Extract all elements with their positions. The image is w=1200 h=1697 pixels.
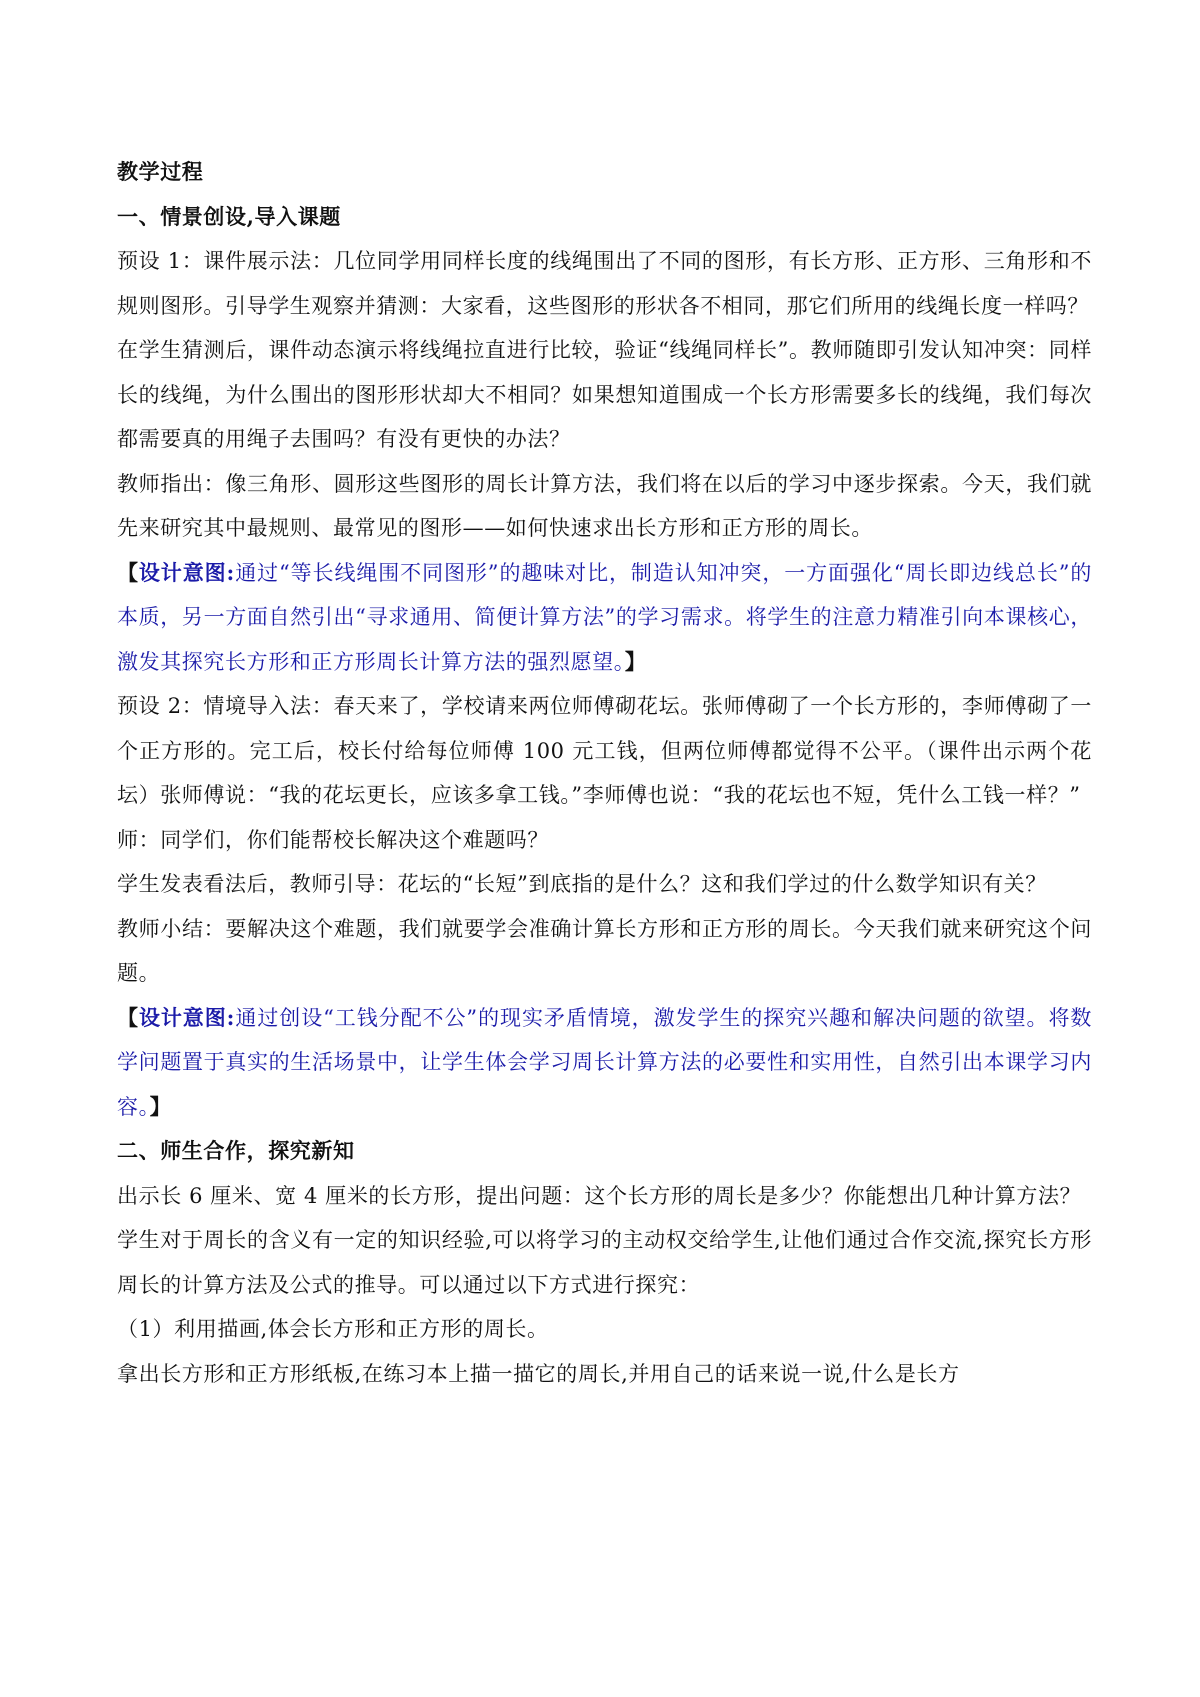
section2-paragraph-2: 学生对于周长的含义有一定的知识经验,可以将学习的主动权交给学生,让他们通过合作交流,探究长方形周长的计算方法及公式的推导。可以通过以下方式进行探究： bbox=[117, 1228, 1092, 1297]
section1-paragraph-5: 师：同学们，你们能帮校长解决这个难题吗？ bbox=[117, 827, 549, 852]
design-intent-1-label: 设计意图: bbox=[138, 559, 235, 585]
design-intent-1-close: 】 bbox=[624, 648, 647, 674]
design-intent-2 bbox=[117, 996, 1092, 1130]
section2-heading: 二、师生合作，探究新知 bbox=[117, 1138, 355, 1163]
document-page bbox=[117, 150, 1092, 1396]
section1-heading: 一、情景创设,导入课题 bbox=[117, 203, 341, 229]
section2-paragraph-1: 出示长 6 厘米、宽 4 厘米的长方形，提出问题：这个长方形的周长是多少？你能想出几种计算方法？ bbox=[117, 1183, 1082, 1208]
design-intent-1-text: 通过“等长线绳围不同图形”的趣味对比，制造认知冲突，一方面强化“周长即边线总长”的本质，另一方面自然引出“寻求通用、简便计算方法”的学习需求。将学生的注意力精准引向本课核心，激发其探究长方形和正方形周长计算方法的强烈愿望。 bbox=[117, 560, 1092, 674]
section1-paragraph-4: 预设 2：情境导入法：春天来了，学校请来两位师傅砌花坛。张师傅砌了一个长方形的，李师傅砌了一个正方形的。完工后，校长付给每位师傅 100 元工钱，但两位师傅都觉得不公平。（课件出示两个花坛）张师傅说：“我的花坛更长，应该多拿工钱。”李师傅也说：“我的花坛也不短，凭什么工钱一样？” bbox=[117, 694, 1092, 807]
design-intent-2-open: 【 bbox=[117, 1004, 139, 1030]
section1-paragraph-6: 学生发表看法后，教师引导：花坛的“长短”到底指的是什么？这和我们学过的什么数学知识有关？ bbox=[117, 872, 1047, 896]
design-intent-1-open: 【 bbox=[117, 559, 139, 585]
design-intent-2-text: 通过创设“工钱分配不公”的现实矛盾情境，激发学生的探究兴趣和解决问题的欲望。将数学问题置于真实的生活场景中，让学生体会学习周长计算方法的必要性和实用性，自然引出本课学习内容。 bbox=[117, 1005, 1092, 1119]
section1-paragraph-1: 预设 1：课件展示法：几位同学用同样长度的线绳围出了不同的图形，有长方形、正方形、三角形和不规则图形。引导学生观察并猜测：大家看，这些图形的形状各不相同，那它们所用的线绳长度一样吗？ bbox=[117, 249, 1092, 318]
section2-paragraph-4: 拿出长方形和正方形纸板,在练习本上描一描它的周长,并用自己的话来说一说,什么是长方 bbox=[117, 1361, 960, 1386]
design-intent-2-label: 设计意图: bbox=[138, 1004, 236, 1030]
doc-title: 教学过程 bbox=[117, 159, 204, 184]
section1-paragraph-2: 在学生猜测后，课件动态演示将线绳拉直进行比较，验证“线绳同样长”。教师随即引发认知冲突：同样长的线绳，为什么围出的图形形状却大不相同？如果想知道围成一个长方形需要多长的线绳，我们每次都需要真的用绳子去围吗？有没有更快的办法？ bbox=[117, 338, 1092, 451]
section1-paragraph-3: 教师指出：像三角形、圆形这些图形的周长计算方法，我们将在以后的学习中逐步探索。今天，我们就先来研究其中最规则、最常见的图形——如何快速求出长方形和正方形的周长。 bbox=[117, 471, 1092, 540]
design-intent-2-close: 】 bbox=[149, 1093, 172, 1119]
section1-paragraph-7: 教师小结：要解决这个难题，我们就要学会准确计算长方形和正方形的周长。今天我们就来研究这个问题。 bbox=[117, 916, 1092, 985]
section2-paragraph-3: （1）利用描画,体会长方形和正方形的周长。 bbox=[117, 1317, 549, 1341]
design-intent-1 bbox=[117, 551, 1092, 685]
